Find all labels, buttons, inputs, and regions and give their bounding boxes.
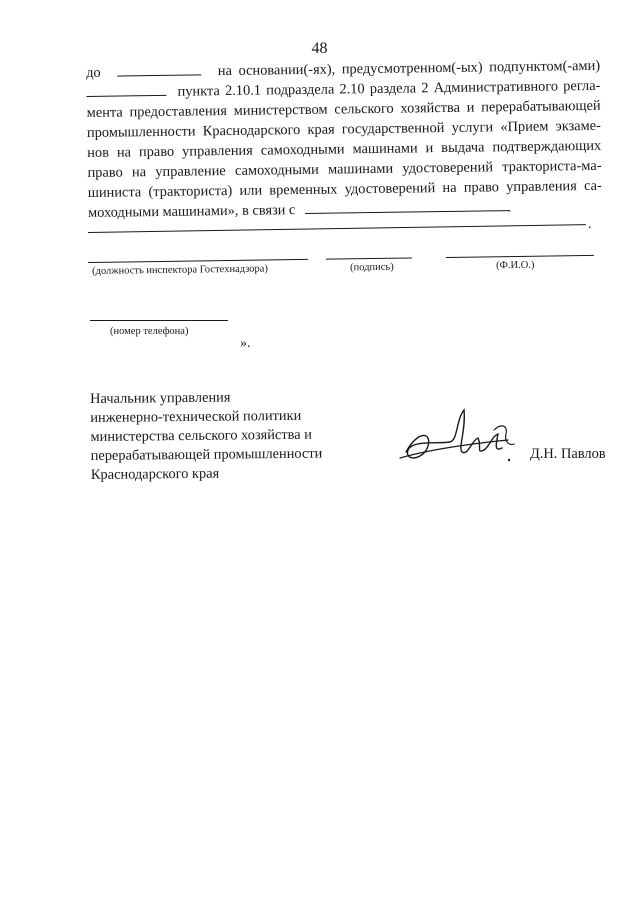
signatory-title bbox=[90, 387, 371, 485]
body-line-7: шиниста (тракториста) или временных удостоверений на право управления са- bbox=[87, 177, 602, 201]
body-line-5: нов на право управления самоходными машинами и выдача подтверждающих bbox=[87, 137, 602, 161]
body-line-8-prefix: моходными машинами», в связи с bbox=[87, 202, 296, 221]
page-number: 48 bbox=[311, 40, 328, 57]
phone-field bbox=[90, 320, 228, 321]
name-caption: (Ф.И.О.) bbox=[496, 259, 535, 272]
reason-blank bbox=[305, 198, 510, 214]
signatory-title-line: Начальник управления bbox=[90, 389, 231, 407]
date-blank bbox=[117, 62, 201, 76]
handwritten-signature bbox=[398, 400, 518, 475]
signatory-title-line: министерства сельского хозяйства и bbox=[90, 426, 313, 445]
subparagraph-blank bbox=[86, 83, 166, 97]
body-line-4: промышленности Краснодарского края государственной услуги «Прием экзаме- bbox=[86, 117, 602, 141]
signer-name: Д.Н. Павлов bbox=[530, 446, 606, 462]
reason-continuation-line bbox=[88, 224, 586, 233]
body-line-1-prefix: до bbox=[86, 64, 101, 81]
body-line-2-suffix: пункта 2.10.1 подраздела 2.10 раздела 2 Административного регла- bbox=[177, 77, 601, 100]
signature-field bbox=[326, 257, 412, 259]
phone-block bbox=[90, 320, 240, 350]
inspector-signature-row bbox=[88, 255, 601, 302]
body-line-1-suffix: на основании(-ях), предусмотренном(-ых) подпунктом(-ами) bbox=[217, 57, 601, 80]
signatory-title-line: Краснодарского края bbox=[90, 465, 220, 483]
signatory-title-line: инженерно-технической политики bbox=[90, 407, 302, 426]
body-line-6: право на управление самоходными машинами удостоверений тракториста-ма- bbox=[87, 157, 602, 181]
body-line-3: мента предоставления министерством сельского хозяйства и перерабатывающей bbox=[86, 97, 601, 121]
position-field bbox=[88, 259, 308, 263]
closing-quote: ». bbox=[240, 336, 251, 351]
name-field bbox=[446, 255, 594, 258]
position-caption: (должность инспектора Гостехнадзора) bbox=[92, 263, 268, 277]
phone-caption: (номер телефона) bbox=[110, 326, 189, 337]
reason-end-dot: . bbox=[588, 217, 592, 232]
signature-caption: (подпись) bbox=[350, 261, 394, 274]
body-paragraph bbox=[86, 56, 602, 223]
signatory-title-line: перерабатывающей промышленности bbox=[90, 445, 323, 464]
